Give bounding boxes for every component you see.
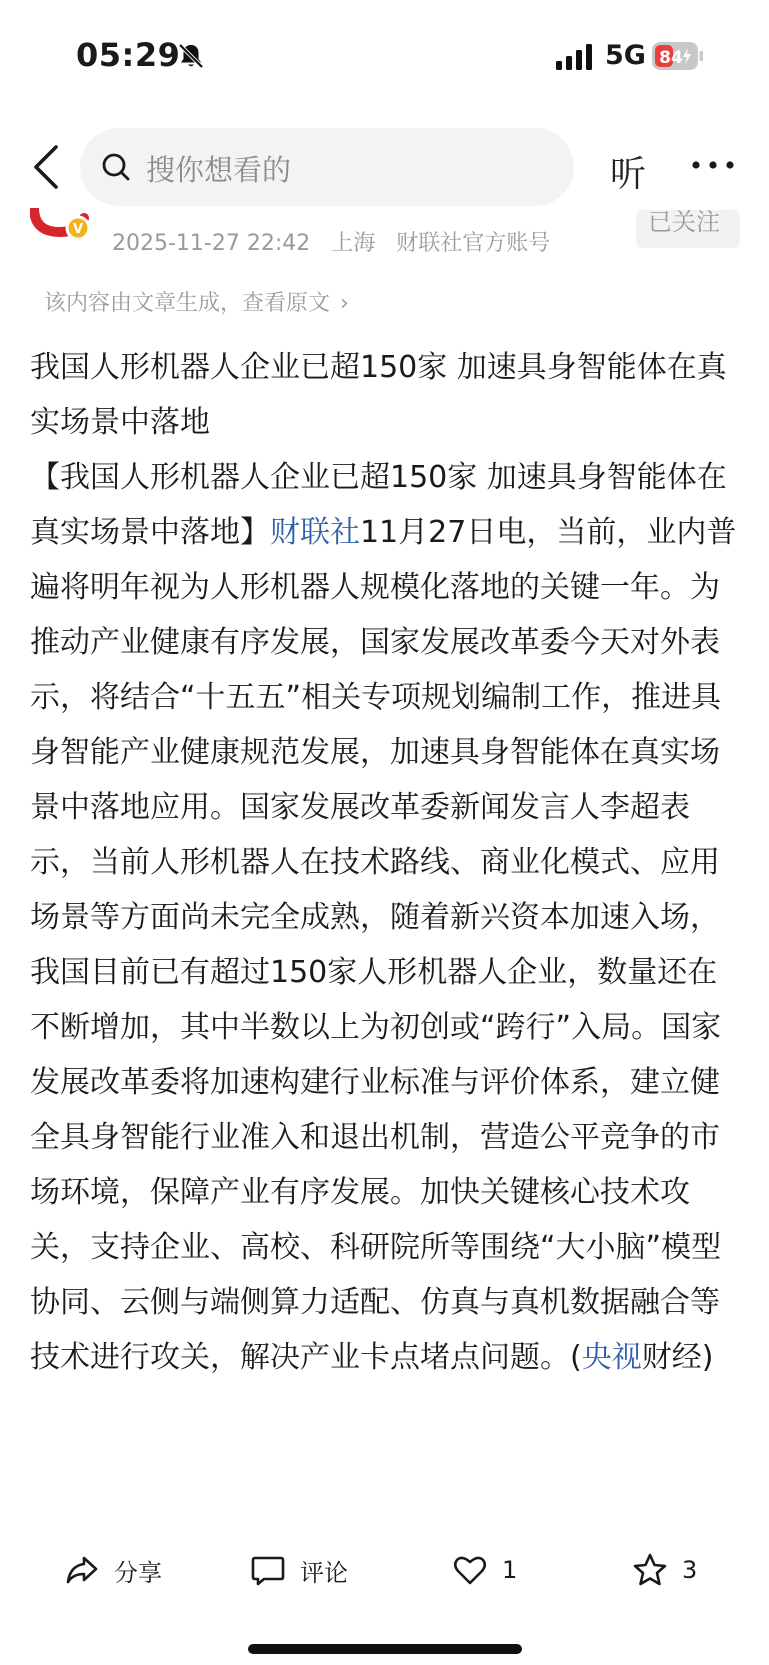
article-body	[30, 450, 742, 1385]
battery-level: 84	[659, 48, 683, 68]
search-input[interactable]	[80, 128, 574, 206]
source-note-text: 该内容由文章生成，查看原文	[44, 291, 331, 316]
bottom-action-bar	[0, 1520, 769, 1665]
status-time: 05:29	[76, 36, 181, 74]
article-title: 我国人形机器人企业已超150家 加速具身智能体在真实场景中落地	[30, 350, 727, 440]
svg-text:V: V	[72, 222, 84, 237]
search-placeholder: 搜你想看的	[146, 153, 292, 187]
favorite-count: 3	[682, 1556, 698, 1584]
comment-label: 评论	[300, 1558, 348, 1587]
battery-icon	[652, 42, 704, 70]
source-link-cailianshe[interactable]: 财联社	[270, 515, 360, 550]
share-icon	[64, 1552, 100, 1588]
network-type: 5G	[605, 40, 646, 71]
search-icon	[100, 151, 132, 183]
account-type: 财联社官方账号	[396, 231, 551, 256]
article-content	[30, 340, 742, 1385]
post-location: 上海	[331, 231, 376, 256]
like-count: 1	[502, 1556, 518, 1584]
share-button[interactable]	[64, 1550, 162, 1590]
body-main-text: 11月27日电，当前，业内普遍将明年视为人形机器人规模化落地的关键一年。为推动产业健康有序发展，国家发展改革委今天对外表示，将结合“十五五”相关专项规划编制工作，推进具身智能产业健康规范发展，加速具身智能体在真实场景中落地应用。国家发展改革委新闻发言人李超表示，当前人形机器人在技术路线、商业化模式、应用场景等方面尚未完全成熟，随着新兴资本加速入场，我国目前已有超过150家人形机器人企业，数量还在不断增加，其中半数以上为初创或“跨行”入局。国家发展改革委将加速构建行业标准与评价体系，建立健全具身智能行业准入和退出机制，营造公平竞争的市场环境，保障产业有序发展。加快关键核心技术攻关，支持企业、高校、科研院所等围绕“大小脑”模型协同、云侧与端侧算力适配、仿真与真机数据融合等技术进行攻关，解决产业卡点堵点问题。(	[30, 515, 737, 1375]
bell-muted-icon	[177, 42, 205, 70]
comment-icon	[250, 1552, 286, 1588]
listen-button[interactable]: 听	[610, 154, 647, 195]
source-link-cctv[interactable]: 央视	[581, 1340, 642, 1375]
body-tail-text: 财经)	[641, 1340, 714, 1375]
chevron-right-icon: ›	[340, 291, 349, 316]
body-bracket-title: 【我国人形机器人企业已超150家 加速具身智能体在真实场景中落地】	[30, 460, 727, 550]
share-label: 分享	[114, 1558, 162, 1587]
back-arrow-icon[interactable]	[30, 143, 64, 191]
like-button[interactable]	[452, 1550, 517, 1590]
comment-button[interactable]	[250, 1550, 348, 1590]
status-bar	[0, 0, 769, 110]
post-timestamp: 2025-11-27 22:42	[112, 231, 311, 256]
favorite-button[interactable]	[632, 1550, 697, 1590]
heart-icon	[452, 1552, 488, 1588]
follow-button[interactable]	[636, 210, 740, 248]
home-indicator[interactable]	[248, 1644, 522, 1654]
more-options-icon[interactable]	[690, 158, 736, 172]
view-original-link[interactable]	[44, 286, 349, 317]
follow-button-label: 已关注	[648, 210, 720, 236]
star-icon	[632, 1552, 668, 1588]
signal-strength-icon	[556, 44, 596, 70]
author-meta	[112, 226, 564, 257]
